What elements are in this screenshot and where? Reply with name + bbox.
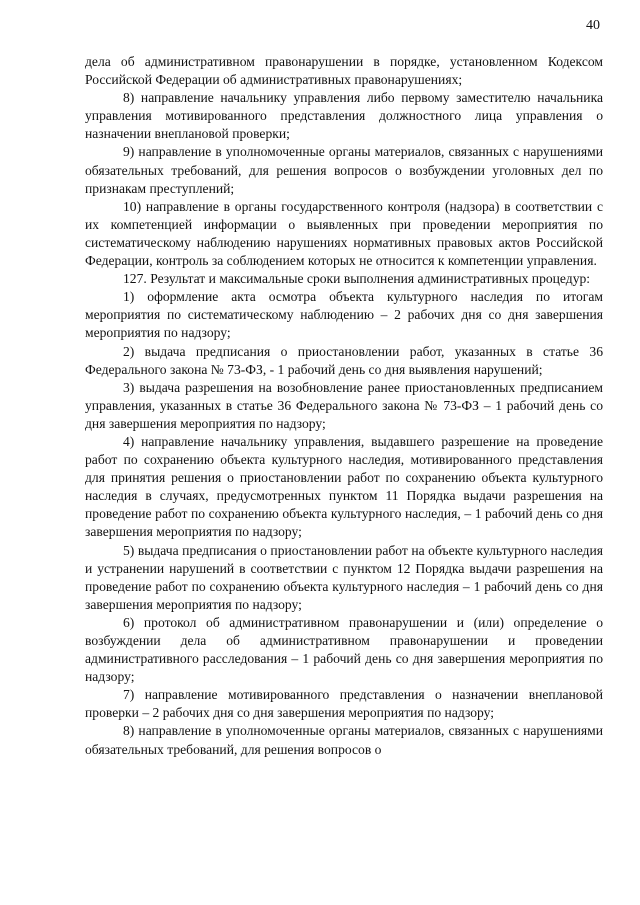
paragraph: 2) выдача предписания о приостановлении работ, указанных в статье 36 Федерального закона № 73-ФЗ, - 1 рабочий день со дня выявления нарушений;: [85, 343, 603, 377]
page-number: 40: [586, 18, 600, 33]
paragraph: 6) протокол об административном правонарушении и (или) определение о возбуждении дела об административном правонарушении и проведении административного расследования – 1 рабочий день со дня завершения мероприятия по надзору;: [85, 614, 603, 685]
paragraph: 9) направление в уполномоченные органы материалов, связанных с нарушениями обязательных требований, для решения вопросов о возбуждении уголовных дел по признакам преступлений;: [85, 144, 603, 196]
paragraph: 5) выдача предписания о приостановлении работ на объекте культурного наследия и устранении нарушений в соответствии с пунктом 12 Порядка выдачи разрешения на проведение работ по сохранению объекта культурного наследия – 1 рабочий день со дня завершения мероприятия по надзору;: [85, 542, 603, 612]
paragraph: дела об административном правонарушении в порядке, установленном Кодексом Российской Федерации об административных правонарушениях;: [85, 54, 603, 88]
paragraph: 8) направление начальнику управления либо первому заместителю начальника управления мотивированного представления должностного лица управления о назначении внеплановой проверки;: [85, 90, 603, 142]
document-body: [85, 53, 603, 759]
paragraph: 127. Результат и максимальные сроки выполнения административных процедур:: [123, 271, 591, 287]
paragraph: 4) направление начальнику управления, выдавшего разрешение на проведение работ по сохранению объекта культурного наследия, мотивированного представления для принятия решения о приостановлении работ по сохранению объекта культурного наследия в случаях, предусмотренных пунктом 11 Порядка выдачи разрешения на проведение работ по сохранению объекта культурного наследия, – 1 рабочий день со дня завершения мероприятия по надзору;: [85, 433, 603, 540]
paragraph: 10) направление в органы государственного контроля (надзора) в соответствии с их компетенцией информации о выявленных при проведении мероприятия по систематическому наблюдению нарушениях нормативных правовых актов Российской Федерации, контроль за соблюдением которых не относится к компетенции управления.: [85, 198, 603, 269]
paragraph: 3) выдача разрешения на возобновление ранее приостановленных предписанием управления, указанных в статье 36 Федерального закона № 73-ФЗ – 1 рабочий день со дня завершения мероприятия по надзору;: [85, 379, 603, 431]
paragraph: 1) оформление акта осмотра объекта культурного наследия по итогам мероприятия по систематическому наблюдению – 2 рабочих дня со дня завершения мероприятия по надзору;: [85, 289, 603, 341]
paragraph: 8) направление в уполномоченные органы материалов, связанных с нарушениями обязательных требований, для решения вопросов о: [85, 723, 603, 757]
paragraph: 7) направление мотивированного представления о назначении внеплановой проверки – 2 рабочих дня со дня завершения мероприятия по надзору;: [85, 687, 603, 721]
